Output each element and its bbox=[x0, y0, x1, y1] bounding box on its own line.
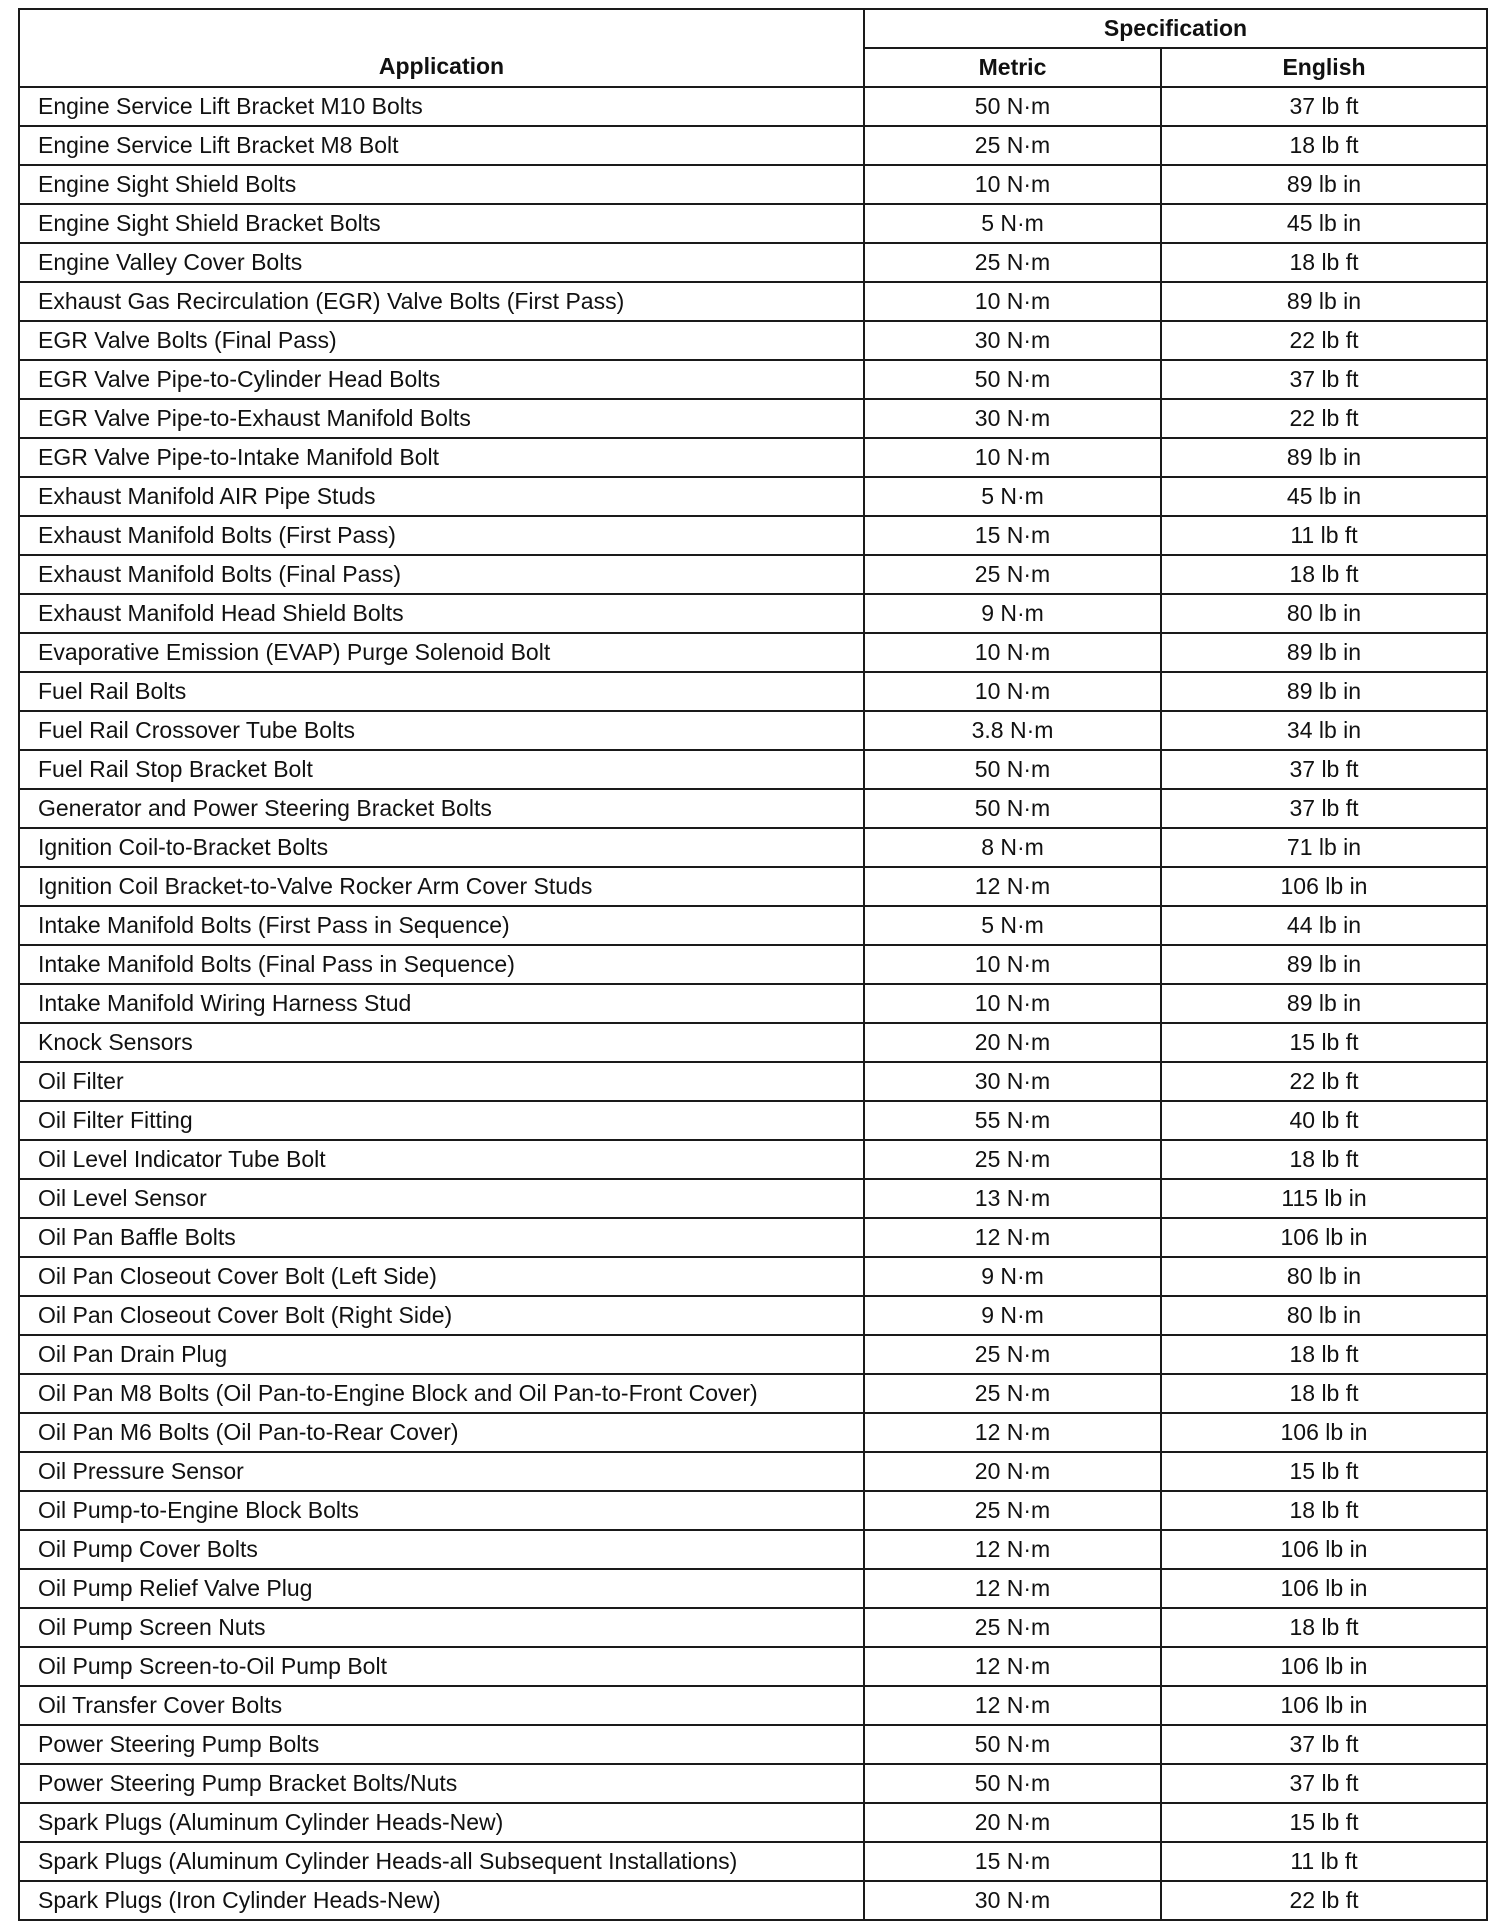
metric-cell: 12 N·m bbox=[864, 1686, 1161, 1725]
metric-cell: 12 N·m bbox=[864, 1413, 1161, 1452]
table-row bbox=[19, 867, 1487, 906]
metric-cell: 50 N·m bbox=[864, 1764, 1161, 1803]
english-cell: 18 lb ft bbox=[1161, 1335, 1487, 1374]
english-cell: 37 lb ft bbox=[1161, 360, 1487, 399]
application-cell: Oil Filter Fitting bbox=[19, 1101, 864, 1140]
table-row bbox=[19, 321, 1487, 360]
application-cell: Ignition Coil Bracket-to-Valve Rocker Arm Cover Studs bbox=[19, 867, 864, 906]
metric-cell: 10 N·m bbox=[864, 633, 1161, 672]
application-cell: Spark Plugs (Iron Cylinder Heads-New) bbox=[19, 1881, 864, 1920]
metric-cell: 55 N·m bbox=[864, 1101, 1161, 1140]
application-cell: Generator and Power Steering Bracket Bolts bbox=[19, 789, 864, 828]
application-cell: Evaporative Emission (EVAP) Purge Solenoid Bolt bbox=[19, 633, 864, 672]
english-cell: 40 lb ft bbox=[1161, 1101, 1487, 1140]
application-cell: Exhaust Manifold Head Shield Bolts bbox=[19, 594, 864, 633]
fastener-spec-table bbox=[18, 8, 1488, 1921]
application-cell: Oil Pan Drain Plug bbox=[19, 1335, 864, 1374]
english-cell: 71 lb in bbox=[1161, 828, 1487, 867]
english-cell: 80 lb in bbox=[1161, 1257, 1487, 1296]
application-cell: Oil Level Sensor bbox=[19, 1179, 864, 1218]
metric-cell: 25 N·m bbox=[864, 126, 1161, 165]
english-cell: 11 lb ft bbox=[1161, 1842, 1487, 1881]
metric-cell: 12 N·m bbox=[864, 1218, 1161, 1257]
english-cell: 18 lb ft bbox=[1161, 1608, 1487, 1647]
english-cell: 89 lb in bbox=[1161, 438, 1487, 477]
table-row bbox=[19, 984, 1487, 1023]
table-row bbox=[19, 906, 1487, 945]
metric-cell: 10 N·m bbox=[864, 282, 1161, 321]
english-cell: 89 lb in bbox=[1161, 165, 1487, 204]
metric-cell: 20 N·m bbox=[864, 1023, 1161, 1062]
table-row bbox=[19, 1881, 1487, 1920]
english-cell: 37 lb ft bbox=[1161, 750, 1487, 789]
english-cell: 22 lb ft bbox=[1161, 1881, 1487, 1920]
english-cell: 89 lb in bbox=[1161, 633, 1487, 672]
application-cell: Oil Level Indicator Tube Bolt bbox=[19, 1140, 864, 1179]
english-cell: 106 lb in bbox=[1161, 1569, 1487, 1608]
metric-cell: 12 N·m bbox=[864, 1530, 1161, 1569]
table-row bbox=[19, 1413, 1487, 1452]
table-row bbox=[19, 282, 1487, 321]
application-cell: Fuel Rail Stop Bracket Bolt bbox=[19, 750, 864, 789]
application-cell: Exhaust Gas Recirculation (EGR) Valve Bolts (First Pass) bbox=[19, 282, 864, 321]
application-header: Application bbox=[19, 9, 864, 87]
table-row bbox=[19, 1335, 1487, 1374]
application-cell: Engine Sight Shield Bracket Bolts bbox=[19, 204, 864, 243]
metric-cell: 5 N·m bbox=[864, 204, 1161, 243]
table-row bbox=[19, 594, 1487, 633]
english-cell: 18 lb ft bbox=[1161, 555, 1487, 594]
application-cell: Engine Valley Cover Bolts bbox=[19, 243, 864, 282]
application-cell: Intake Manifold Bolts (Final Pass in Sequence) bbox=[19, 945, 864, 984]
metric-cell: 25 N·m bbox=[864, 1491, 1161, 1530]
table-row bbox=[19, 204, 1487, 243]
application-cell: Ignition Coil-to-Bracket Bolts bbox=[19, 828, 864, 867]
metric-cell: 20 N·m bbox=[864, 1452, 1161, 1491]
table-row bbox=[19, 126, 1487, 165]
application-cell: Oil Pan Closeout Cover Bolt (Left Side) bbox=[19, 1257, 864, 1296]
english-cell: 80 lb in bbox=[1161, 594, 1487, 633]
english-cell: 22 lb ft bbox=[1161, 1062, 1487, 1101]
english-cell: 106 lb in bbox=[1161, 1530, 1487, 1569]
table-row bbox=[19, 1140, 1487, 1179]
english-cell: 22 lb ft bbox=[1161, 399, 1487, 438]
metric-cell: 50 N·m bbox=[864, 750, 1161, 789]
table-row bbox=[19, 1686, 1487, 1725]
application-cell: Oil Pan M6 Bolts (Oil Pan-to-Rear Cover) bbox=[19, 1413, 864, 1452]
english-cell: 37 lb ft bbox=[1161, 789, 1487, 828]
header-row-top bbox=[19, 9, 1487, 48]
english-cell: 18 lb ft bbox=[1161, 243, 1487, 282]
application-cell: Oil Pump Screen Nuts bbox=[19, 1608, 864, 1647]
application-cell: EGR Valve Pipe-to-Exhaust Manifold Bolts bbox=[19, 399, 864, 438]
english-cell: 15 lb ft bbox=[1161, 1452, 1487, 1491]
table-row bbox=[19, 1725, 1487, 1764]
application-cell: Intake Manifold Wiring Harness Stud bbox=[19, 984, 864, 1023]
english-cell: 89 lb in bbox=[1161, 282, 1487, 321]
english-cell: 18 lb ft bbox=[1161, 126, 1487, 165]
table-row bbox=[19, 477, 1487, 516]
application-cell: Oil Pump-to-Engine Block Bolts bbox=[19, 1491, 864, 1530]
metric-cell: 25 N·m bbox=[864, 1140, 1161, 1179]
application-cell: Exhaust Manifold Bolts (First Pass) bbox=[19, 516, 864, 555]
english-cell: 89 lb in bbox=[1161, 672, 1487, 711]
specification-header: Specification bbox=[864, 9, 1487, 48]
metric-cell: 30 N·m bbox=[864, 1881, 1161, 1920]
metric-cell: 12 N·m bbox=[864, 1647, 1161, 1686]
english-cell: 89 lb in bbox=[1161, 984, 1487, 1023]
english-cell: 15 lb ft bbox=[1161, 1803, 1487, 1842]
application-cell: Spark Plugs (Aluminum Cylinder Heads-all Subsequent Installations) bbox=[19, 1842, 864, 1881]
table-row bbox=[19, 828, 1487, 867]
metric-cell: 3.8 N·m bbox=[864, 711, 1161, 750]
english-cell: 37 lb ft bbox=[1161, 1725, 1487, 1764]
metric-cell: 30 N·m bbox=[864, 321, 1161, 360]
english-cell: 15 lb ft bbox=[1161, 1023, 1487, 1062]
table-body bbox=[19, 87, 1487, 1920]
application-cell: Oil Transfer Cover Bolts bbox=[19, 1686, 864, 1725]
metric-cell: 15 N·m bbox=[864, 516, 1161, 555]
application-cell: EGR Valve Bolts (Final Pass) bbox=[19, 321, 864, 360]
metric-cell: 10 N·m bbox=[864, 945, 1161, 984]
english-cell: 18 lb ft bbox=[1161, 1491, 1487, 1530]
english-cell: 106 lb in bbox=[1161, 1686, 1487, 1725]
table-row bbox=[19, 1803, 1487, 1842]
metric-cell: 50 N·m bbox=[864, 87, 1161, 126]
application-cell: EGR Valve Pipe-to-Intake Manifold Bolt bbox=[19, 438, 864, 477]
application-cell: Fuel Rail Crossover Tube Bolts bbox=[19, 711, 864, 750]
english-cell: 34 lb in bbox=[1161, 711, 1487, 750]
english-cell: 89 lb in bbox=[1161, 945, 1487, 984]
application-cell: Oil Pressure Sensor bbox=[19, 1452, 864, 1491]
english-cell: 18 lb ft bbox=[1161, 1140, 1487, 1179]
table-row bbox=[19, 1296, 1487, 1335]
english-cell: 106 lb in bbox=[1161, 1413, 1487, 1452]
table-row bbox=[19, 165, 1487, 204]
english-cell: 115 lb in bbox=[1161, 1179, 1487, 1218]
table-row bbox=[19, 1062, 1487, 1101]
table-row bbox=[19, 516, 1487, 555]
table-row bbox=[19, 711, 1487, 750]
english-cell: 106 lb in bbox=[1161, 867, 1487, 906]
metric-cell: 20 N·m bbox=[864, 1803, 1161, 1842]
metric-cell: 8 N·m bbox=[864, 828, 1161, 867]
metric-cell: 10 N·m bbox=[864, 438, 1161, 477]
metric-cell: 50 N·m bbox=[864, 789, 1161, 828]
application-cell: Engine Sight Shield Bolts bbox=[19, 165, 864, 204]
english-cell: 18 lb ft bbox=[1161, 1374, 1487, 1413]
application-cell: Oil Pump Relief Valve Plug bbox=[19, 1569, 864, 1608]
table-row bbox=[19, 1023, 1487, 1062]
metric-cell: 15 N·m bbox=[864, 1842, 1161, 1881]
table-row bbox=[19, 672, 1487, 711]
metric-cell: 9 N·m bbox=[864, 1296, 1161, 1335]
table-row bbox=[19, 1179, 1487, 1218]
metric-cell: 10 N·m bbox=[864, 165, 1161, 204]
english-cell: 80 lb in bbox=[1161, 1296, 1487, 1335]
metric-cell: 50 N·m bbox=[864, 360, 1161, 399]
table-row bbox=[19, 1452, 1487, 1491]
metric-cell: 50 N·m bbox=[864, 1725, 1161, 1764]
metric-cell: 12 N·m bbox=[864, 867, 1161, 906]
metric-cell: 25 N·m bbox=[864, 1608, 1161, 1647]
table-row bbox=[19, 1647, 1487, 1686]
application-cell: EGR Valve Pipe-to-Cylinder Head Bolts bbox=[19, 360, 864, 399]
english-cell: 45 lb in bbox=[1161, 477, 1487, 516]
table-row bbox=[19, 1218, 1487, 1257]
table-row bbox=[19, 1491, 1487, 1530]
table-row bbox=[19, 555, 1487, 594]
application-cell: Exhaust Manifold AIR Pipe Studs bbox=[19, 477, 864, 516]
application-cell: Engine Service Lift Bracket M8 Bolt bbox=[19, 126, 864, 165]
metric-cell: 25 N·m bbox=[864, 1374, 1161, 1413]
application-cell: Oil Pan Closeout Cover Bolt (Right Side) bbox=[19, 1296, 864, 1335]
english-cell: 37 lb ft bbox=[1161, 1764, 1487, 1803]
metric-cell: 10 N·m bbox=[864, 984, 1161, 1023]
metric-cell: 5 N·m bbox=[864, 906, 1161, 945]
table-row bbox=[19, 1569, 1487, 1608]
english-cell: 106 lb in bbox=[1161, 1218, 1487, 1257]
english-cell: 44 lb in bbox=[1161, 906, 1487, 945]
application-cell: Oil Pump Screen-to-Oil Pump Bolt bbox=[19, 1647, 864, 1686]
metric-cell: 9 N·m bbox=[864, 1257, 1161, 1296]
metric-cell: 9 N·m bbox=[864, 594, 1161, 633]
english-header: English bbox=[1161, 48, 1487, 87]
table-row bbox=[19, 945, 1487, 984]
table-row bbox=[19, 1374, 1487, 1413]
application-cell: Fuel Rail Bolts bbox=[19, 672, 864, 711]
table-row bbox=[19, 360, 1487, 399]
metric-cell: 25 N·m bbox=[864, 555, 1161, 594]
table-row bbox=[19, 243, 1487, 282]
application-cell: Knock Sensors bbox=[19, 1023, 864, 1062]
english-cell: 37 lb ft bbox=[1161, 87, 1487, 126]
table-row bbox=[19, 1530, 1487, 1569]
application-cell: Intake Manifold Bolts (First Pass in Sequence) bbox=[19, 906, 864, 945]
english-cell: 45 lb in bbox=[1161, 204, 1487, 243]
application-cell: Oil Pan M8 Bolts (Oil Pan-to-Engine Block and Oil Pan-to-Front Cover) bbox=[19, 1374, 864, 1413]
table-row bbox=[19, 750, 1487, 789]
english-cell: 11 lb ft bbox=[1161, 516, 1487, 555]
metric-cell: 10 N·m bbox=[864, 672, 1161, 711]
table-row bbox=[19, 399, 1487, 438]
table-row bbox=[19, 789, 1487, 828]
table-row bbox=[19, 633, 1487, 672]
table-row bbox=[19, 1842, 1487, 1881]
metric-header: Metric bbox=[864, 48, 1161, 87]
table-row bbox=[19, 1257, 1487, 1296]
table-row bbox=[19, 438, 1487, 477]
english-cell: 22 lb ft bbox=[1161, 321, 1487, 360]
table-row bbox=[19, 1764, 1487, 1803]
application-cell: Engine Service Lift Bracket M10 Bolts bbox=[19, 87, 864, 126]
metric-cell: 30 N·m bbox=[864, 399, 1161, 438]
table-row bbox=[19, 1101, 1487, 1140]
application-cell: Spark Plugs (Aluminum Cylinder Heads-New) bbox=[19, 1803, 864, 1842]
application-cell: Oil Pump Cover Bolts bbox=[19, 1530, 864, 1569]
application-cell: Exhaust Manifold Bolts (Final Pass) bbox=[19, 555, 864, 594]
metric-cell: 25 N·m bbox=[864, 243, 1161, 282]
metric-cell: 25 N·m bbox=[864, 1335, 1161, 1374]
application-cell: Power Steering Pump Bracket Bolts/Nuts bbox=[19, 1764, 864, 1803]
metric-cell: 5 N·m bbox=[864, 477, 1161, 516]
table-header bbox=[19, 9, 1487, 87]
metric-cell: 12 N·m bbox=[864, 1569, 1161, 1608]
table-row bbox=[19, 1608, 1487, 1647]
metric-cell: 30 N·m bbox=[864, 1062, 1161, 1101]
application-cell: Power Steering Pump Bolts bbox=[19, 1725, 864, 1764]
table-row bbox=[19, 87, 1487, 126]
application-cell: Oil Pan Baffle Bolts bbox=[19, 1218, 864, 1257]
english-cell: 106 lb in bbox=[1161, 1647, 1487, 1686]
application-cell: Oil Filter bbox=[19, 1062, 864, 1101]
metric-cell: 13 N·m bbox=[864, 1179, 1161, 1218]
